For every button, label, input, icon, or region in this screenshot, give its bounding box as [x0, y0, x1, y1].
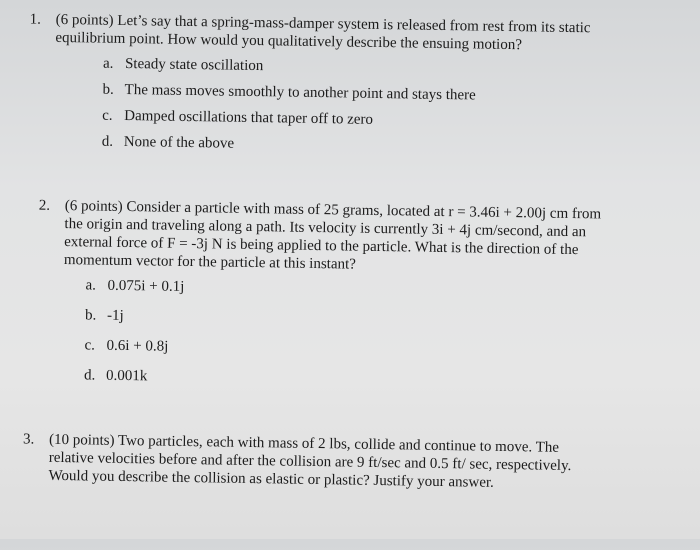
option-d	[84, 367, 148, 385]
question-text-line: (6 points) Let’s say that a spring-mass-damper system is released from rest from its static	[55, 11, 591, 37]
question-text-line: (6 points) Consider a particle with mass of 25 grams, located at r = 3.46i + 2.00j cm from	[64, 198, 602, 223]
question-number: 1.	[29, 11, 42, 28]
question-text-line: momentum vector for the particle at this instant?	[63, 252, 357, 273]
question-text-line: Would you describe the collision as elastic or plastic? Justify your answer.	[48, 467, 494, 491]
option-text: Steady state oscillation	[124, 55, 264, 75]
option-b	[102, 82, 475, 105]
question-text-line: the origin and traveling along a path. Its velocity is currently 3i + 4j cm/second, and an	[64, 216, 587, 241]
option-text: -1j	[106, 307, 124, 324]
option-letter: c.	[102, 107, 113, 124]
option-letter: a.	[85, 277, 97, 294]
option-text: 0.075i + 0.1j	[107, 277, 185, 295]
option-text: Damped oscillations that taper off to zero	[124, 107, 374, 128]
question-2	[38, 197, 689, 279]
option-c	[102, 108, 373, 129]
option-a	[85, 277, 184, 296]
option-a	[103, 56, 264, 76]
question-text-line: external force of F = -3j N is being applied to the particle. What is the direction of the	[64, 234, 579, 259]
option-text: The mass moves smoothly to another point and stays there	[124, 81, 476, 104]
option-d	[102, 134, 235, 153]
option-letter: b.	[84, 307, 97, 324]
question-1	[29, 10, 679, 56]
option-letter: d.	[83, 367, 96, 384]
question-3	[22, 430, 673, 494]
option-letter: a.	[102, 55, 114, 72]
question-text-line: relative velocities before and after the collision are 9 ft/sec and 0.5 ft/ sec, respectively.	[48, 449, 572, 475]
option-letter: b.	[102, 81, 114, 98]
option-text: None of the above	[123, 133, 235, 152]
option-c	[84, 337, 168, 355]
option-text: 0.6i + 0.8j	[106, 337, 169, 355]
question-number: 3.	[22, 431, 35, 448]
option-b	[85, 307, 124, 325]
option-text: 0.001k	[105, 367, 148, 385]
question-text-line: equilibrium point. How would you qualitatively describe the ensuing motion?	[55, 29, 523, 54]
option-letter: c.	[84, 337, 96, 354]
question-text-line: (10 points) Two particles, each with mass of 2 lbs, collide and continue to move. The	[48, 431, 560, 456]
question-number: 2.	[38, 197, 51, 214]
option-letter: d.	[101, 133, 114, 150]
